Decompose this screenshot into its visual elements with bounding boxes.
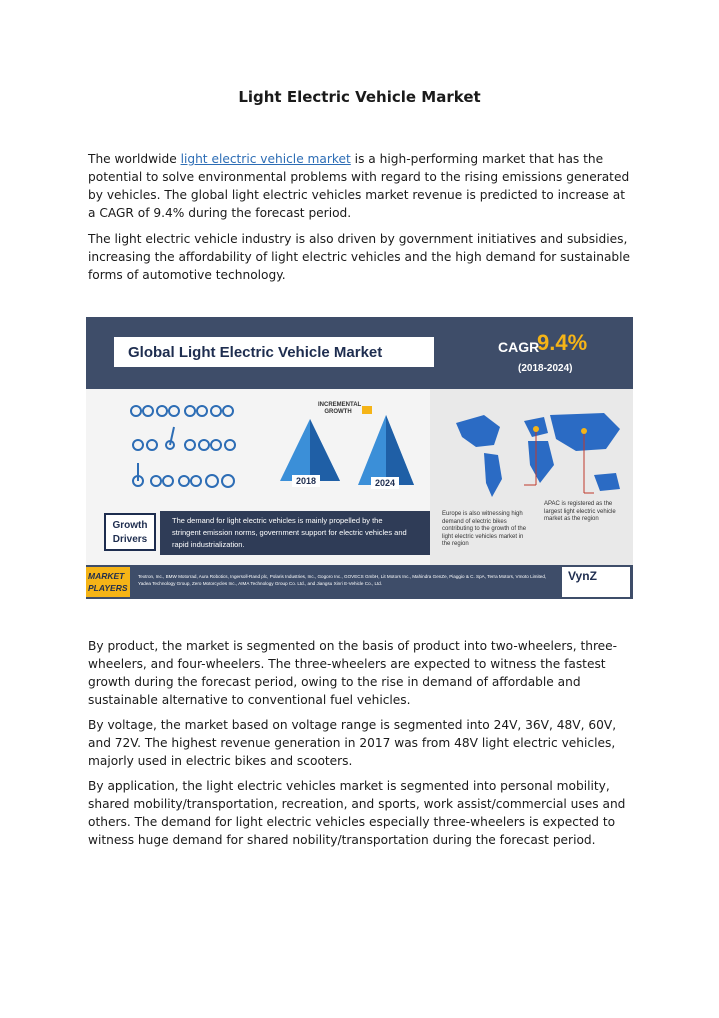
child-bike-icon [151, 476, 173, 486]
apac-note: APAC is registered as the largest light electric vehicle market as the region [544, 501, 616, 522]
intro-text-end: is a high-performing market that has the potential to solve environmental problems with regard to the rising emissions generated by vehicles. The global light electric vehicles market revenue is predicted to increase at a CAGR of 9.4% during the forecast period. [88, 152, 630, 220]
product-paragraph: By product, the market is segmented on the basis of product into two-wheelers, three-wheelers, and four-wheelers. The three-wheelers are expected to witness the fastest growth during the forecast period, owing to the rise in demand of affordable and sustainable alternative to conventional fuel vehicles. [88, 639, 618, 707]
moped-icon [185, 406, 207, 416]
intro-paragraph [88, 150, 636, 222]
vehicle-icons-grid [128, 397, 238, 495]
intro-text-start: The worldwide [88, 152, 181, 166]
infographic-title: Global Light Electric Vehicle Market [128, 344, 383, 361]
year-2024-label: 2024 [371, 477, 399, 489]
europe-note: Europe is also witnessing high demand of electric bikes contributing to the growth of the light electric vehicles market in the region [442, 511, 527, 547]
cycle-icon [211, 440, 235, 450]
incremental-growth-label: INCREMENTAL GROWTH [318, 402, 362, 415]
growth-drivers-text: The demand for light electric vehicles is mainly propelled by the stringent emission norms, government support for electric vehicles and rapid industrialization. [172, 516, 407, 549]
vynz-logo: VynZ [568, 569, 597, 583]
application-paragraph: By application, the light electric vehicles market is segmented into personal mobility, shared mobility/transportation, recreation, and sports, work assist/commercial uses and others. The demand for light electric vehicles especially three-wheelers is expected to witness huge demand for shared nobility/transportation during the forecast period. [88, 779, 626, 847]
growth-drivers-label: Growth Drivers [104, 513, 156, 551]
industry-paragraph: The light electric vehicle industry is also driven by government initiatives and subsidies, increasing the affordability of light electric vehicles and the high demand for sustainable forms of automotive technology. [88, 232, 631, 282]
voltage-paragraph: By voltage, the market based on voltage range is segmented into 24V, 36V, 48V, 60V, and 72V. The highest revenue generation in 2017 was from 48V light electric vehicles, majorly used in electric bikes and scooters. [88, 718, 617, 768]
rider-icon [133, 440, 157, 450]
market-link[interactable]: light electric vehicle market [180, 152, 351, 166]
ebike-icon [185, 440, 209, 450]
cagr-period: (2018-2024) [518, 363, 573, 374]
market-players-label: MARKET PLAYERS [86, 567, 130, 597]
scooter-icon [157, 406, 179, 416]
world-map-icon [436, 393, 630, 513]
year-2018-label: 2018 [292, 475, 320, 487]
segway-icon [133, 463, 143, 486]
tricycle-icon [179, 476, 201, 486]
quad-icon [206, 475, 234, 487]
cagr-value: 9.4% [537, 330, 588, 355]
bike-icon [131, 406, 153, 416]
market-infographic [86, 317, 633, 599]
market-players-list: Textron, Inc., BMW Motorrad, Aura Robotics, Ingersoll-Rand plc, Polaris Industries, Inc., Gogoro Inc., GOVECS GmbH, Lit Motors Inc., Mahindra GenZe, Piaggio & C. SpA, Terra Motors, Vmoto Limited, Yadea Technology Group, Zero Motorcycles Inc., AIMA Technology Group Co. Ltd., and Jiangsu Xinri E-Vehicle Co., Ltd. [138, 574, 547, 586]
motorbike-icon [211, 406, 233, 416]
kick-scooter-icon [166, 427, 174, 449]
cagr-label: CAGR [498, 339, 540, 355]
growth-arrow-icon [362, 406, 372, 414]
page-title: Light Electric Vehicle Market [238, 88, 481, 106]
